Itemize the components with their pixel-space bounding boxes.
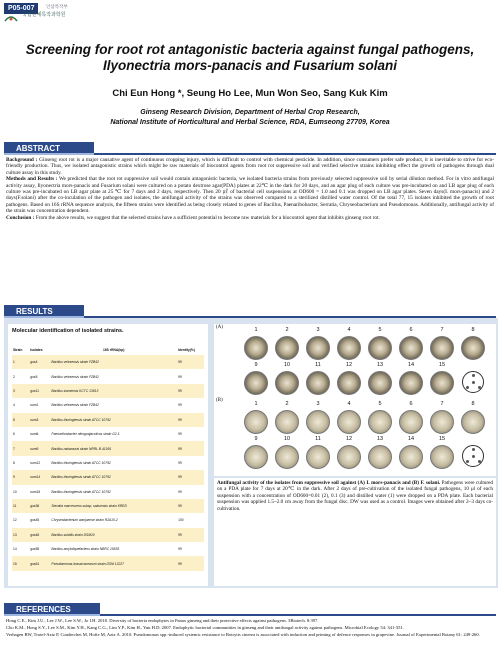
isolate-number-label: 14 — [407, 436, 415, 442]
identity-cell: 99 — [178, 547, 182, 552]
petri-dish-image — [461, 336, 485, 360]
petri-dish-image — [399, 410, 423, 434]
isolate-cell: sum6 — [30, 432, 39, 437]
isolate-number-label: 6 — [409, 327, 413, 333]
species-cell: Bacillus velezensis strain FZB42 — [51, 403, 99, 408]
org-sub-label: 인삼특작부 — [46, 5, 68, 10]
isolate-number-label: 15 — [438, 362, 446, 368]
reference-item: Cho K.M., Hong S.Y., Lee S.M., Kim Y.H., Kang C.G., Lim Y.P., Kim H., Yun H.D. 2007. Endophytic bacterial communities in ginseng and their antifungal activity against pathogens. Microbial Ecology 54: 341-351. — [6, 624, 404, 630]
isolate-cell: gos46 — [29, 528, 50, 542]
isolate-number-label: 4 — [347, 401, 351, 407]
isolate-cell: gos4 — [29, 355, 50, 369]
poster-title: Screening for root rot antagonistic bacteria against fungal pathogens, Ilyonectria mors-panacis and Fusarium solani — [25, 42, 475, 73]
isolate-cell: gos36 — [29, 499, 50, 513]
abstract-header-rule — [94, 153, 496, 155]
isolate-number-label: 2 — [285, 327, 289, 333]
isolate-cell: sum14 — [29, 470, 50, 484]
table-row — [12, 485, 204, 499]
species-cell: Serratia marcescens subsp. sakuensis strain KRED — [50, 499, 177, 513]
diagram-dot — [466, 386, 469, 389]
isolate-cell: sum15 — [30, 489, 41, 494]
strain-cell: 6 — [13, 432, 15, 437]
isolate-cell: gos11 — [29, 384, 50, 398]
strain-cell: 10 — [13, 489, 17, 494]
strain-cell: 14 — [13, 547, 17, 552]
identity-cell: 99 — [177, 355, 204, 369]
caption-text: Pathogens were cultured on a PDA plate for 7 days at 20℃ in the dark. After 2 days of pre-cultivation of the isolated fungal pathogens, 10 μl of each suspension with a concentration of OD600=0.01 (2), 0.1 (3) and distilled water (1) were dropped on a PDA plate. Each bacterial suspension was applied 1.5~2.0 cm away from the fungal disc. DW was used as a control. Images were obtained after 2~3 days co-cultivation. — [217, 480, 493, 512]
table-row — [12, 556, 204, 570]
petri-dish-image — [306, 410, 330, 434]
strain-cell: 13 — [12, 528, 29, 542]
reference-item: Hong C.E., Kim J.U., Lee J.W., Lee S.W., Jo I.H. 2018. Diversity of bacteria endophytes in Panax ginseng and their protective effects against pathogens. 3Biotech. 8:397. — [6, 618, 319, 623]
background-label: Background : — [6, 157, 38, 163]
identification-table-panel — [8, 324, 208, 586]
isolate-number-label: 6 — [409, 401, 413, 407]
isolate-cell: gos55 — [30, 547, 40, 552]
isolate-number-label: 7 — [440, 327, 444, 333]
top-bar — [0, 0, 500, 30]
isolate-number-label: 10 — [283, 436, 291, 442]
diagram-dot — [472, 455, 475, 458]
identity-cell: 99 — [177, 499, 204, 513]
isolate-cell: sum3 — [29, 413, 50, 427]
petri-dish-image — [244, 410, 268, 434]
isolate-number-label: 12 — [345, 362, 353, 368]
identity-cell: 99 — [178, 432, 182, 437]
col-isolates: Isolates — [30, 348, 43, 352]
isolate-number-label: 15 — [438, 436, 446, 442]
antifungal-figure — [214, 324, 496, 476]
affiliation-line-1: Ginseng Research Division, Department of Herbal Crop Research, — [140, 109, 360, 116]
table-row — [12, 499, 204, 513]
conclusion-label: Conclusion : — [6, 214, 35, 221]
species-cell: Bacillus thuringiensis strain ATCC 10792 — [51, 460, 111, 465]
isolate-cell: sum9 — [29, 441, 50, 455]
table-row — [12, 528, 204, 542]
isolate-number-label: 7 — [440, 401, 444, 407]
isolate-number-label: 12 — [345, 436, 353, 442]
species-cell: Bacillus velezensis strain FZB42 — [50, 355, 177, 369]
results-header: RESULTS — [4, 305, 84, 318]
org-name: 국립원예특작과학원 — [22, 12, 66, 18]
isolate-number-label: 14 — [407, 362, 415, 368]
petri-dish-image — [430, 336, 454, 360]
diagram-dot — [478, 386, 481, 389]
petri-dish-image — [399, 371, 423, 395]
table-body — [12, 355, 204, 571]
petri-dish-image — [337, 336, 361, 360]
isolate-number-label: 1 — [254, 401, 258, 407]
table-row — [12, 427, 204, 441]
isolate-number-label: 5 — [378, 327, 382, 333]
species-cell: Bacillus subtilis strain DSM10 — [50, 528, 177, 542]
isolate-number-label: 4 — [347, 327, 351, 333]
abstract-methods — [6, 176, 494, 214]
species-cell: Pseudomonas brassicacearum strain DSM 13227 — [50, 556, 177, 570]
col-identity: Identity(%) — [178, 348, 195, 352]
isolate-number-label: 13 — [376, 436, 384, 442]
identity-cell: 99 — [177, 413, 204, 427]
isolate-number-label: 11 — [315, 436, 321, 442]
reference-item: Verhagen BW, Trotel-Aziz P, Couderchet M, Hofte M, Aziz A. 2010. Pseudomonas spp.-induced systemic resistance to Botrytis cinerea is associated with induction and priming of defence responses in grapevine. Journal of Experimental Botany 61: 249-260. — [6, 631, 480, 637]
plate-layout-diagram — [462, 445, 484, 467]
methods-label: Methods and Results : — [6, 176, 58, 183]
table-row — [12, 542, 204, 556]
petri-dish-image — [275, 410, 299, 434]
authors: Chi Eun Hong *, Seung Ho Lee, Mun Won Seo, Sang Kuk Kim — [112, 88, 388, 99]
col-strain: Strain — [13, 348, 23, 352]
abstract-header: ABSTRACT — [4, 142, 94, 155]
species-cell: Bacillus amyloliquefaciens strain NBRC 15535 — [51, 547, 120, 552]
isolate-number-label: 10 — [283, 362, 291, 368]
petri-dish-image — [368, 336, 392, 360]
table-row — [12, 513, 204, 527]
petri-dish-image — [430, 371, 454, 395]
identity-cell: 99 — [177, 470, 204, 484]
table-row — [12, 398, 204, 412]
strain-cell: 2 — [13, 374, 15, 379]
isolate-number-label: 5 — [378, 401, 382, 407]
diagram-dot — [472, 374, 475, 377]
abstract-background — [6, 157, 494, 176]
table-row — [12, 441, 204, 455]
diagram-dot — [478, 460, 481, 463]
identity-cell: 99 — [178, 460, 182, 465]
references-header-rule — [100, 614, 496, 616]
strain-cell: 7 — [12, 441, 29, 455]
species-cell: Bacillus siamensis KCTC 13613 — [50, 384, 177, 398]
petri-dish-image — [399, 445, 423, 469]
strain-cell: 5 — [12, 413, 29, 427]
panel-b-label: (B) — [216, 398, 223, 403]
identity-cell: 99 — [177, 556, 204, 570]
identity-cell: 99 — [178, 374, 182, 379]
species-cell: Bacillus thuringiensis strain ATCC 10792 — [51, 489, 111, 494]
petri-dish-image — [399, 336, 423, 360]
petri-dish-image — [337, 410, 361, 434]
table-row — [12, 355, 204, 369]
strain-cell: 9 — [12, 470, 29, 484]
species-cell: Bacillus velezensis strain FZB42 — [51, 374, 99, 379]
methods-text: We predicted that the root rot suppressive soil would contain antagonistic bacteria, we isolated bacteria strains from previously selected suppressive soil by serial dilution method. For in vitro antifungal activity assay, Ilyonectria mors-panacis and Fusarium solani were cultured on a potato dextrose agar(PDA) plates at 22℃ in the dark for 20 days, and an agar plug of each culture was pre-incubated on and LB agar plug of each culture was pre-incubated on LB agar plate at 25 ℃ for 7 days and 2 days, respectively. Then 20 ㎕ of bacterial cell suspensions at OD600 = 1.0 and 0.1 was dropped on LB agar plates. Seven days(I. mors-panacis) and 2 days(F.solani) after the co-inculation of the pathogen and isolates, the antifungal activity of the strains was observed compared to a sterilized distilled water control. Of the total 77, 15 isolates inhibited the growth of root pathogens. Based on 16S rRNA sequence analysis, the fifteen strains were identified as being closely related to genes of Bacillus, Paenaribobacter, Serratia, Chryseobacterium and Pseudomonas. Additionally, antifungal activity of the strain was concentration dependent. — [6, 176, 494, 214]
plate-layout-diagram — [462, 371, 484, 393]
petri-dish-image — [244, 371, 268, 395]
identity-cell: 99 — [177, 528, 204, 542]
petri-dish-image — [275, 336, 299, 360]
petri-dish-image — [430, 445, 454, 469]
isolate-cell: sum12 — [30, 460, 41, 465]
strain-cell: 8 — [13, 460, 15, 465]
isolate-number-label: 3 — [316, 327, 320, 333]
petri-dish-image — [368, 445, 392, 469]
col-16s: 16S rRNA(bp) — [103, 348, 125, 352]
references-list — [4, 618, 496, 638]
strain-cell: 15 — [12, 556, 29, 570]
isolate-number-label: 13 — [376, 362, 384, 368]
species-cell: Bacillus thuringiensis strain ATCC 10792 — [50, 413, 177, 427]
petri-dish-image — [244, 445, 268, 469]
diagram-dot — [472, 448, 475, 451]
identity-cell: 99 — [177, 441, 204, 455]
isolate-cell: gos45 — [30, 518, 40, 523]
isolate-number-label: 8 — [471, 401, 475, 407]
species-cell: Bacillus thuringiensis strain ATCC 10792 — [50, 470, 177, 484]
petri-dish-image — [368, 371, 392, 395]
isolate-cell: sum1 — [30, 403, 39, 408]
isolate-number-label: 3 — [316, 401, 320, 407]
petri-dish-image — [306, 336, 330, 360]
table-row — [12, 470, 204, 484]
poster-id: P05-007 — [4, 3, 38, 14]
petri-dish-image — [244, 336, 268, 360]
background-text: Ginseng root rot is a major causative agent of continuous cropping injury, which is difficult to control with chemical pesticide. In addition, since consumers prefer safe product, it is inevitable to strive for eco-friendly production. Thus, we isolated antagonistic strains which might be raw materials of biocontrol agents from root rot suppressive soil and verified selective strains inhibiting effect the growth of pathogens through dual culture assay in this study. — [6, 157, 494, 176]
petri-dish-image — [430, 410, 454, 434]
strain-cell: 12 — [13, 518, 17, 523]
caption-bold: Antifungal activity of the isolates from suppressive soil against (A) I. mors-panacis and (B) F. solani. — [217, 480, 441, 486]
abstract-body — [4, 156, 496, 260]
species-cell: Paenarthrobacter nitroguajacolicus strain G2-1 — [51, 432, 120, 437]
diagram-dot — [472, 381, 475, 384]
isolate-number-label: 9 — [254, 436, 258, 442]
petri-dish-image — [306, 371, 330, 395]
identity-cell: 99 — [177, 384, 204, 398]
isolate-number-label: 9 — [254, 362, 258, 368]
strain-cell: 11 — [12, 499, 29, 513]
table-row — [12, 369, 204, 383]
isolate-number-label: 11 — [315, 362, 321, 368]
diagram-dot — [466, 460, 469, 463]
petri-dish-image — [368, 410, 392, 434]
petri-dish-image — [461, 410, 485, 434]
petri-dish-image — [337, 445, 361, 469]
table-title: Molecular identification of isolated strains. — [12, 328, 124, 334]
table-row — [12, 456, 204, 470]
petri-dish-image — [275, 371, 299, 395]
strain-cell: 1 — [12, 355, 29, 369]
strain-cell: 3 — [12, 384, 29, 398]
petri-dish-image — [337, 371, 361, 395]
affiliation-line-2: National Institute of Horticultural and Herbal Science, RDA, Eumseong 27709, Korea — [110, 118, 390, 126]
table-row — [12, 413, 204, 427]
panel-a-label: (A) — [216, 325, 223, 330]
petri-dish-image — [306, 445, 330, 469]
isolate-number-label: 8 — [471, 327, 475, 333]
institute-logo-icon — [4, 13, 18, 23]
affiliation — [0, 108, 500, 127]
strain-cell: 4 — [13, 403, 15, 408]
species-cell: Bacillus nakamurai strain NRRL B-41091 — [50, 441, 177, 455]
abstract-conclusion — [6, 215, 494, 221]
figure-caption — [214, 478, 496, 586]
species-cell: Chryseobacterium wanjuense strain R2A10-2 — [51, 518, 118, 523]
conclusion-text: From the above results, we suggest that the selected strains have a sufficient potential to become raw materials for a biocontrol agent that inhibits ginseng root rot. — [35, 214, 380, 221]
isolate-cell: gos5 — [30, 374, 38, 379]
identity-cell: 99 — [178, 489, 182, 494]
identity-cell: 99 — [178, 403, 182, 408]
identity-cell: 100 — [178, 518, 184, 523]
identification-table — [12, 346, 204, 571]
isolate-number-label: 2 — [285, 401, 289, 407]
references-header: REFERENCES — [4, 603, 100, 616]
table-header-row — [12, 346, 204, 355]
petri-dish-image — [275, 445, 299, 469]
table-row — [12, 384, 204, 398]
isolate-number-label: 1 — [254, 327, 258, 333]
isolate-cell: gos61 — [29, 556, 50, 570]
